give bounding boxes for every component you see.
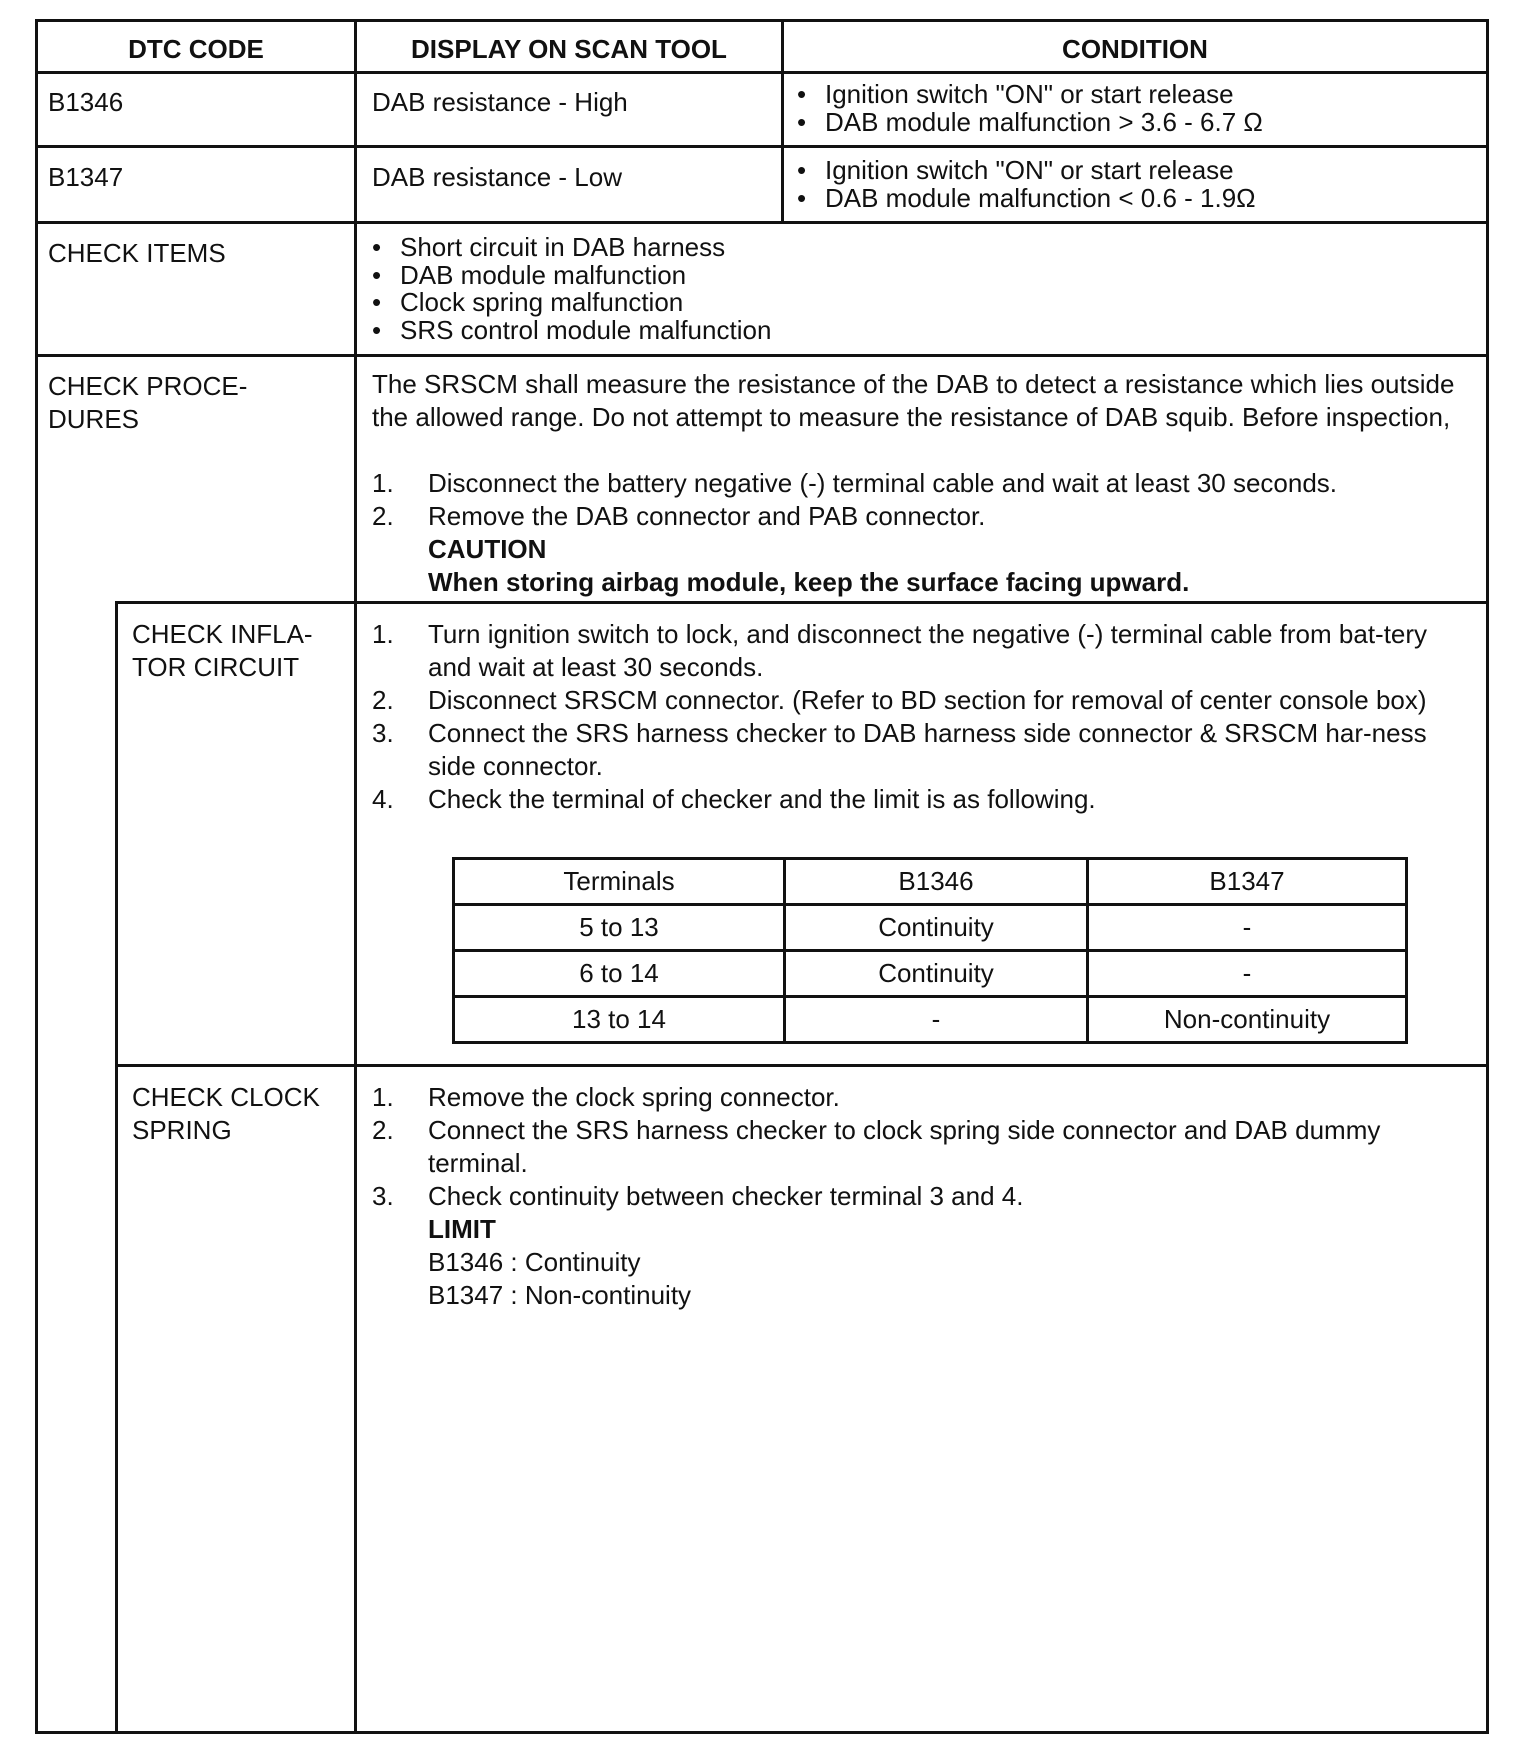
table-cell: - — [1088, 905, 1407, 951]
procedures-intro: The SRSCM shall measure the resistance of the DAB to detect a resistance which lies outside the allowed range. Do not attempt to measure the resistance of DAB squib. Before inspection, — [372, 369, 1455, 432]
check-procedures-label: CHECK PROCE- DURES — [48, 371, 248, 434]
display-b1346: DAB resistance - High — [372, 87, 628, 117]
row-rule-procedures — [115, 601, 1489, 604]
row-rule-inflator — [115, 1064, 1489, 1067]
table-header-row — [454, 859, 1407, 905]
table-cell: - — [1088, 951, 1407, 997]
table-row — [454, 951, 1407, 997]
dtc-code-b1347: B1347 — [48, 162, 124, 192]
procedures-steps — [372, 467, 1477, 599]
procedure-step: 1. Disconnect the battery negative (-) terminal cable and wait at least 30 seconds. — [372, 468, 1338, 498]
row-rule-check-items — [35, 354, 1489, 357]
table-header-cell: Terminals — [454, 859, 785, 905]
check-items-list — [372, 234, 771, 344]
clock-spring-label: CHECK CLOCK SPRING — [132, 1082, 320, 1145]
row-rule-b1346 — [35, 145, 1489, 148]
condition-item: • Ignition switch "ON" or start release — [797, 79, 1234, 109]
caution-title: CAUTION — [428, 534, 547, 564]
conditions-b1347 — [797, 157, 1256, 212]
check-item: • Short circuit in DAB harness — [372, 232, 726, 262]
condition-item: • Ignition switch "ON" or start release — [797, 155, 1234, 185]
header-display: DISPLAY ON SCAN TOOL — [411, 34, 727, 64]
inflator-step: 4. Check the terminal of checker and the limit is as following. — [372, 784, 1096, 814]
display-b1347: DAB resistance - Low — [372, 162, 622, 192]
clock-spring-step: 2. Connect the SRS harness checker to clock spring side connector and DAB dummy terminal. — [372, 1115, 1381, 1178]
table-row — [454, 905, 1407, 951]
limit-title: LIMIT — [428, 1214, 496, 1244]
row-rule-b1347 — [35, 221, 1489, 224]
caution-text: When storing airbag module, keep the surface facing upward. — [428, 567, 1190, 597]
header-condition: CONDITION — [1062, 34, 1208, 64]
dtc-code-b1346: B1346 — [48, 87, 124, 117]
inflator-steps — [372, 618, 1477, 816]
sub-col-rule — [115, 601, 118, 1734]
table-cell: - — [785, 997, 1088, 1043]
conditions-b1346 — [797, 81, 1263, 136]
check-item: • SRS control module malfunction — [372, 314, 772, 345]
header-rule — [35, 71, 1489, 74]
limit-b1347: B1347 : Non-continuity — [428, 1280, 692, 1310]
condition-item: • DAB module malfunction > 3.6 - 6.7 Ω — [797, 106, 1263, 137]
table-cell: Continuity — [785, 951, 1088, 997]
table-cell: 6 to 14 — [454, 951, 785, 997]
terminal-limit-table — [452, 857, 1408, 1044]
table-header-cell: B1346 — [785, 859, 1088, 905]
table-cell: 13 to 14 — [454, 997, 785, 1043]
clock-spring-steps — [372, 1081, 1477, 1312]
limit-b1346: B1346 : Continuity — [428, 1247, 641, 1277]
inflator-label: CHECK INFLA- TOR CIRCUIT — [132, 619, 313, 682]
check-item: • DAB module malfunction — [372, 259, 687, 290]
table-cell: 5 to 13 — [454, 905, 785, 951]
col-rule-1 — [354, 19, 357, 1734]
header-dtc-code: DTC CODE — [128, 34, 264, 64]
check-item: • Clock spring malfunction — [372, 287, 684, 317]
table-row — [454, 997, 1407, 1043]
clock-spring-step: 1. Remove the clock spring connector. — [372, 1082, 840, 1112]
table-header-cell: B1347 — [1088, 859, 1407, 905]
inflator-step: 2. Disconnect SRSCM connector. (Refer to BD section for removal of center console box) — [372, 685, 1427, 715]
check-items-label: CHECK ITEMS — [48, 238, 226, 268]
inflator-step: 1. Turn ignition switch to lock, and disconnect the negative (-) terminal cable from bat-tery and wait at least 30 seconds. — [372, 619, 1428, 682]
table-cell: Non-continuity — [1088, 997, 1407, 1043]
inflator-step: 3. Connect the SRS harness checker to DAB harness side connector & SRSCM har-ness side connector. — [372, 718, 1427, 781]
clock-spring-step: 3. Check continuity between checker terminal 3 and 4. — [372, 1181, 1024, 1211]
procedure-step: 2. Remove the DAB connector and PAB connector. — [372, 501, 986, 531]
condition-item: • DAB module malfunction < 0.6 - 1.9Ω — [797, 182, 1256, 213]
table-cell: Continuity — [785, 905, 1088, 951]
